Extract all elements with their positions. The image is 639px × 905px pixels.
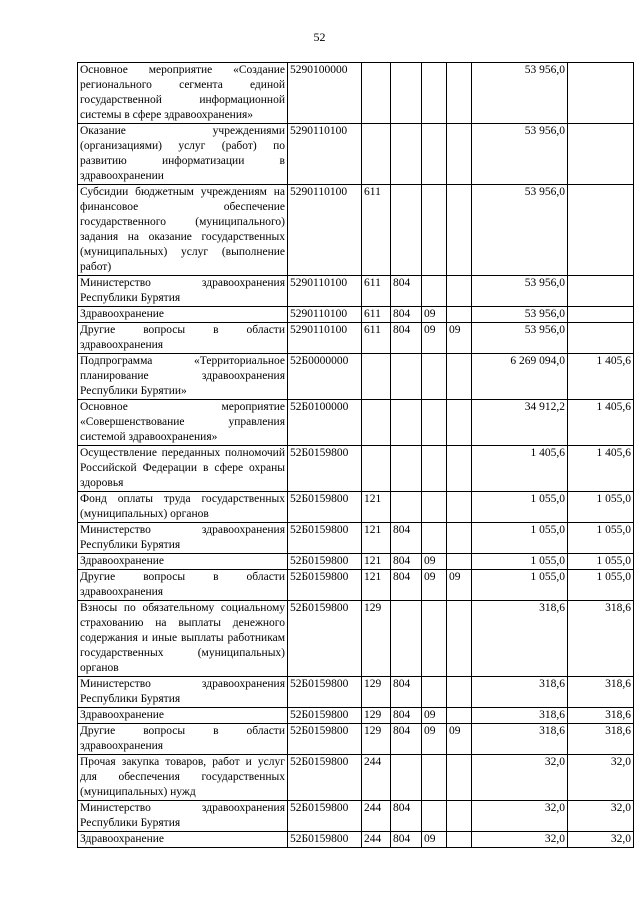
row-ministry-code: 804	[391, 554, 422, 570]
row-expense-type: 244	[362, 755, 391, 801]
row-name: Министерство здравоохранения Республики Бурятия	[78, 523, 288, 554]
row-amount-federal: 318,6	[568, 601, 634, 677]
row-ministry-code: 804	[391, 570, 422, 601]
row-amount: 1 055,0	[472, 570, 568, 601]
row-section	[422, 755, 447, 801]
row-name: Основное мероприятие «Создание регионального сегмента единой государственной информационной системы в сфере здравоохранения»	[78, 63, 288, 124]
row-section	[422, 446, 447, 492]
row-amount: 318,6	[472, 724, 568, 755]
table-row	[78, 708, 634, 724]
row-expense-type: 121	[362, 523, 391, 554]
row-section	[422, 677, 447, 708]
row-code: 52Б0159800	[288, 724, 362, 755]
budget-table	[77, 62, 634, 848]
row-code: 5290110100	[288, 185, 362, 276]
row-name: Другие вопросы в области здравоохранения	[78, 724, 288, 755]
table-row	[78, 323, 634, 354]
row-subsection	[447, 801, 472, 832]
row-code: 52Б0159800	[288, 601, 362, 677]
row-expense-type: 129	[362, 708, 391, 724]
table-row	[78, 307, 634, 323]
table-row	[78, 677, 634, 708]
row-ministry-code: 804	[391, 708, 422, 724]
row-ministry-code	[391, 446, 422, 492]
table-row	[78, 724, 634, 755]
row-amount-federal	[568, 323, 634, 354]
row-expense-type: 611	[362, 323, 391, 354]
row-code: 52Б0159800	[288, 523, 362, 554]
row-name: Другие вопросы в области здравоохранения	[78, 570, 288, 601]
row-code: 52Б0100000	[288, 400, 362, 446]
row-amount: 1 055,0	[472, 554, 568, 570]
row-code: 52Б0159800	[288, 832, 362, 848]
row-name: Здравоохранение	[78, 708, 288, 724]
row-code: 52Б0159800	[288, 708, 362, 724]
row-code: 52Б0159800	[288, 446, 362, 492]
row-subsection	[447, 276, 472, 307]
row-expense-type: 121	[362, 492, 391, 523]
row-subsection: 09	[447, 323, 472, 354]
row-ministry-code	[391, 400, 422, 446]
row-section	[422, 124, 447, 185]
row-amount-federal: 318,6	[568, 724, 634, 755]
row-expense-type: 611	[362, 307, 391, 323]
row-section	[422, 492, 447, 523]
row-amount-federal: 1 055,0	[568, 570, 634, 601]
row-amount-federal	[568, 276, 634, 307]
row-name: Здравоохранение	[78, 307, 288, 323]
row-code: 52Б0000000	[288, 354, 362, 400]
row-code: 5290110100	[288, 124, 362, 185]
row-subsection	[447, 832, 472, 848]
row-ministry-code	[391, 63, 422, 124]
table-row	[78, 570, 634, 601]
row-name: Министерство здравоохранения Республики Бурятия	[78, 801, 288, 832]
table-row	[78, 492, 634, 523]
row-ministry-code	[391, 124, 422, 185]
row-amount-federal: 32,0	[568, 755, 634, 801]
row-section: 09	[422, 708, 447, 724]
row-subsection	[447, 307, 472, 323]
row-amount: 1 055,0	[472, 492, 568, 523]
row-ministry-code: 804	[391, 801, 422, 832]
row-name: Субсидии бюджетным учреждениям на финансовое обеспечение государственного (муниципального) задания на оказание государственных (муниципальных) услуг (выполнение работ)	[78, 185, 288, 276]
row-expense-type: 611	[362, 185, 391, 276]
row-expense-type: 129	[362, 677, 391, 708]
row-ministry-code: 804	[391, 677, 422, 708]
row-name: Оказание учреждениями (организациями) услуг (работ) по развитию информатизации в здравоохранении	[78, 124, 288, 185]
row-code: 52Б0159800	[288, 677, 362, 708]
row-amount-federal: 1 405,6	[568, 400, 634, 446]
row-subsection	[447, 677, 472, 708]
row-section: 09	[422, 554, 447, 570]
table-row	[78, 523, 634, 554]
row-ministry-code	[391, 492, 422, 523]
row-expense-type: 129	[362, 601, 391, 677]
row-amount: 6 269 094,0	[472, 354, 568, 400]
table-row	[78, 554, 634, 570]
row-ministry-code: 804	[391, 832, 422, 848]
table-body	[78, 63, 634, 848]
row-code: 5290110100	[288, 323, 362, 354]
row-amount-federal: 318,6	[568, 677, 634, 708]
row-ministry-code: 804	[391, 307, 422, 323]
row-name: Подпрограмма «Территориальное планирование здравоохранения Республики Бурятии»	[78, 354, 288, 400]
row-amount: 34 912,2	[472, 400, 568, 446]
row-name: Фонд оплаты труда государственных (муниципальных) органов	[78, 492, 288, 523]
row-code: 5290110100	[288, 307, 362, 323]
table-row	[78, 446, 634, 492]
row-amount: 1 405,6	[472, 446, 568, 492]
row-name: Министерство здравоохранения Республики Бурятия	[78, 276, 288, 307]
row-amount: 318,6	[472, 708, 568, 724]
page-number: 52	[313, 30, 326, 44]
row-amount: 318,6	[472, 677, 568, 708]
table-row	[78, 354, 634, 400]
row-section: 09	[422, 323, 447, 354]
table-row	[78, 601, 634, 677]
row-section: 09	[422, 307, 447, 323]
row-code: 5290110100	[288, 276, 362, 307]
row-ministry-code: 804	[391, 724, 422, 755]
row-subsection: 09	[447, 570, 472, 601]
row-amount: 53 956,0	[472, 307, 568, 323]
row-subsection	[447, 124, 472, 185]
table-row	[78, 832, 634, 848]
row-subsection: 09	[447, 724, 472, 755]
row-amount: 32,0	[472, 832, 568, 848]
row-amount: 1 055,0	[472, 523, 568, 554]
row-subsection	[447, 492, 472, 523]
row-subsection	[447, 185, 472, 276]
row-subsection	[447, 354, 472, 400]
row-code: 52Б0159800	[288, 492, 362, 523]
row-ministry-code: 804	[391, 523, 422, 554]
row-subsection	[447, 601, 472, 677]
row-amount-federal: 318,6	[568, 708, 634, 724]
row-ministry-code	[391, 354, 422, 400]
row-section: 09	[422, 570, 447, 601]
row-section	[422, 523, 447, 554]
row-name: Взносы по обязательному социальному страхованию на выплаты денежного содержания и иные выплаты работникам государственных (муниципальных) органов	[78, 601, 288, 677]
row-name: Другие вопросы в области здравоохранения	[78, 323, 288, 354]
row-expense-type	[362, 354, 391, 400]
row-subsection	[447, 400, 472, 446]
row-amount: 32,0	[472, 801, 568, 832]
row-name: Здравоохранение	[78, 554, 288, 570]
row-amount-federal: 1 405,6	[568, 446, 634, 492]
row-name: Основное мероприятие «Совершенствование управления системой здравоохранения»	[78, 400, 288, 446]
row-section	[422, 185, 447, 276]
row-subsection	[447, 708, 472, 724]
row-amount: 53 956,0	[472, 63, 568, 124]
row-ministry-code: 804	[391, 276, 422, 307]
row-amount-federal: 32,0	[568, 801, 634, 832]
row-expense-type: 129	[362, 724, 391, 755]
row-expense-type	[362, 400, 391, 446]
row-amount-federal: 1 055,0	[568, 554, 634, 570]
row-section: 09	[422, 724, 447, 755]
row-section: 09	[422, 832, 447, 848]
row-code: 52Б0159800	[288, 755, 362, 801]
row-name: Здравоохранение	[78, 832, 288, 848]
row-expense-type	[362, 446, 391, 492]
row-name: Осуществление переданных полномочий Российской Федерации в сфере охраны здоровья	[78, 446, 288, 492]
row-code: 5290100000	[288, 63, 362, 124]
table-row	[78, 400, 634, 446]
row-amount-federal: 32,0	[568, 832, 634, 848]
table-row	[78, 63, 634, 124]
row-section	[422, 601, 447, 677]
row-ministry-code	[391, 755, 422, 801]
row-ministry-code: 804	[391, 323, 422, 354]
row-name: Прочая закупка товаров, работ и услуг для обеспечения государственных (муниципальных) нужд	[78, 755, 288, 801]
row-amount-federal: 1 055,0	[568, 523, 634, 554]
row-expense-type	[362, 124, 391, 185]
row-section	[422, 400, 447, 446]
row-subsection	[447, 554, 472, 570]
row-amount-federal: 1 405,6	[568, 354, 634, 400]
row-amount: 53 956,0	[472, 323, 568, 354]
row-code: 52Б0159800	[288, 801, 362, 832]
row-amount-federal	[568, 307, 634, 323]
row-amount: 53 956,0	[472, 276, 568, 307]
row-subsection	[447, 755, 472, 801]
table-row	[78, 801, 634, 832]
row-amount-federal	[568, 124, 634, 185]
table-row	[78, 276, 634, 307]
table-row	[78, 124, 634, 185]
row-expense-type: 244	[362, 832, 391, 848]
row-ministry-code	[391, 185, 422, 276]
row-subsection	[447, 523, 472, 554]
row-subsection	[447, 63, 472, 124]
row-section	[422, 63, 447, 124]
row-expense-type: 121	[362, 554, 391, 570]
row-amount-federal: 1 055,0	[568, 492, 634, 523]
row-amount: 53 956,0	[472, 124, 568, 185]
row-code: 52Б0159800	[288, 554, 362, 570]
row-name: Министерство здравоохранения Республики Бурятия	[78, 677, 288, 708]
row-expense-type	[362, 63, 391, 124]
row-amount: 318,6	[472, 601, 568, 677]
row-amount-federal	[568, 185, 634, 276]
row-expense-type: 611	[362, 276, 391, 307]
row-section	[422, 801, 447, 832]
row-amount: 53 956,0	[472, 185, 568, 276]
row-expense-type: 244	[362, 801, 391, 832]
row-subsection	[447, 446, 472, 492]
row-section	[422, 276, 447, 307]
table-row	[78, 755, 634, 801]
row-amount-federal	[568, 63, 634, 124]
row-ministry-code	[391, 601, 422, 677]
table-row	[78, 185, 634, 276]
row-expense-type: 121	[362, 570, 391, 601]
row-section	[422, 354, 447, 400]
row-amount: 32,0	[472, 755, 568, 801]
row-code: 52Б0159800	[288, 570, 362, 601]
